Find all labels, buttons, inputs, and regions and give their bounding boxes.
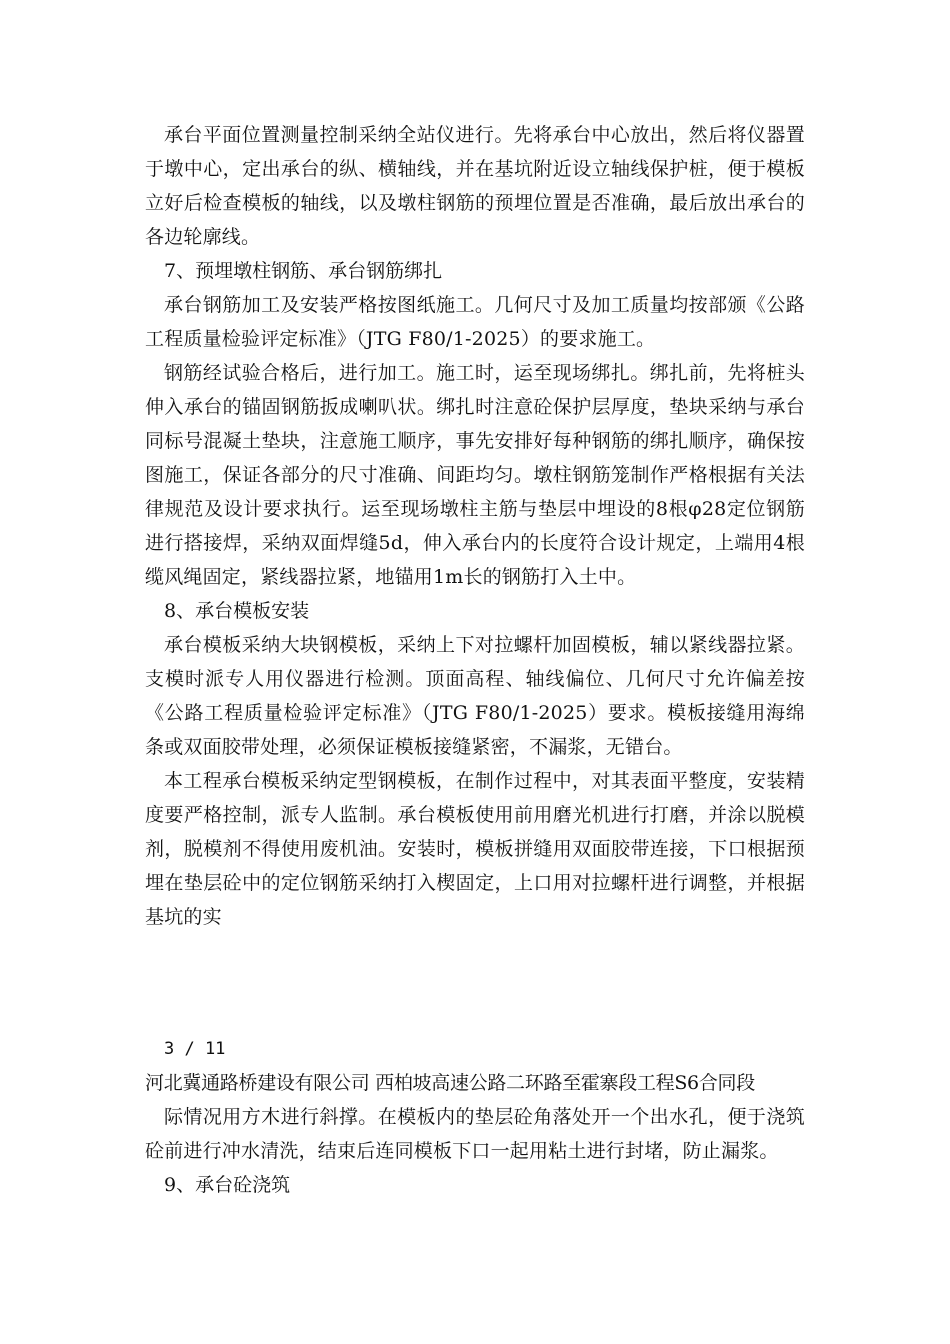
body-text-block <box>145 118 805 934</box>
paragraph-formwork-install: 承台模板采纳大块钢模板，采纳上下对拉螺杆加固模板，辅以紧线器拉紧。支模时派专人用仪器进行检测。顶面高程、轴线偏位、几何尺寸允许偏差按《公路工程质量检验评定标准》（JTG F80/1-2025）要求。模板接缝用海绵条或双面胶带处理，必须保证模板接缝紧密，不漏浆，无错台。 <box>145 634 805 758</box>
page-number: 3 / 11 <box>164 1039 226 1059</box>
section-heading-8: 8、承台模板安装 <box>164 600 310 622</box>
paragraph-survey-control: 承台平面位置测量控制采纳全站仪进行。先将承台中心放出，然后将仪器置于墩中心，定出承台的纵、横轴线，并在基坑附近设立轴线保护桩，便于模板立好后检查模板的轴线，以及墩柱钢筋的预埋位置是否准确，最后放出承台的各边轮廓线。 <box>145 124 805 248</box>
paragraph-steel-formwork: 本工程承台模板采纳定型钢模板，在制作过程中，对其表面平整度，安装精度要严格控制，派专人监制。承台模板使用前用磨光机进行打磨，并涂以脱模剂，脱模剂不得使用废机油。安装时，模板拼缝用双面胶带连接，下口根据预埋在垫层砼中的定位钢筋采纳打入楔固定，上口用对拉螺杆进行调整，并根据基坑的实 <box>145 770 805 928</box>
next-page-block <box>145 1032 805 1202</box>
running-header: 河北冀通路桥建设有限公司 西柏坡高速公路二环路至霍寨段工程S6合同段 <box>145 1072 755 1094</box>
paragraph-rebar-binding: 钢筋经试验合格后，进行加工。施工时，运至现场绑扎。绑扎前，先将桩头伸入承台的锚固钢筋扳成喇叭状。绑扎时注意砼保护层厚度，垫块采纳与承台同标号混凝土垫块，注意施工顺序，事先安排好每种钢筋的绑扎顺序，确保按图施工，保证各部分的尺寸准确、间距均匀。墩柱钢筋笼制作严格根据有关法律规范及设计要求执行。运至现场墩柱主筋与垫层中埋设的8根φ28定位钢筋进行搭接焊，采纳双面焊缝5d，伸入承台内的长度符合设计规定，上端用4根缆风绳固定，紧线器拉紧，地锚用1m长的钢筋打入土中。 <box>145 362 805 588</box>
section-heading-9: 9、承台砼浇筑 <box>164 1174 291 1196</box>
section-heading-7: 7、预埋墩柱钢筋、承台钢筋绑扎 <box>164 260 443 282</box>
paragraph-rebar-processing: 承台钢筋加工及安装严格按图纸施工。几何尺寸及加工质量均按部颁《公路工程质量检验评定标准》（JTG F80/1-2025）的要求施工。 <box>145 294 805 350</box>
paragraph-bracing: 际情况用方木进行斜撑。在模板内的垫层砼角落处开一个出水孔，便于浇筑砼前进行冲水清洗，结束后连同模板下口一起用粘土进行封堵，防止漏浆。 <box>145 1106 805 1162</box>
